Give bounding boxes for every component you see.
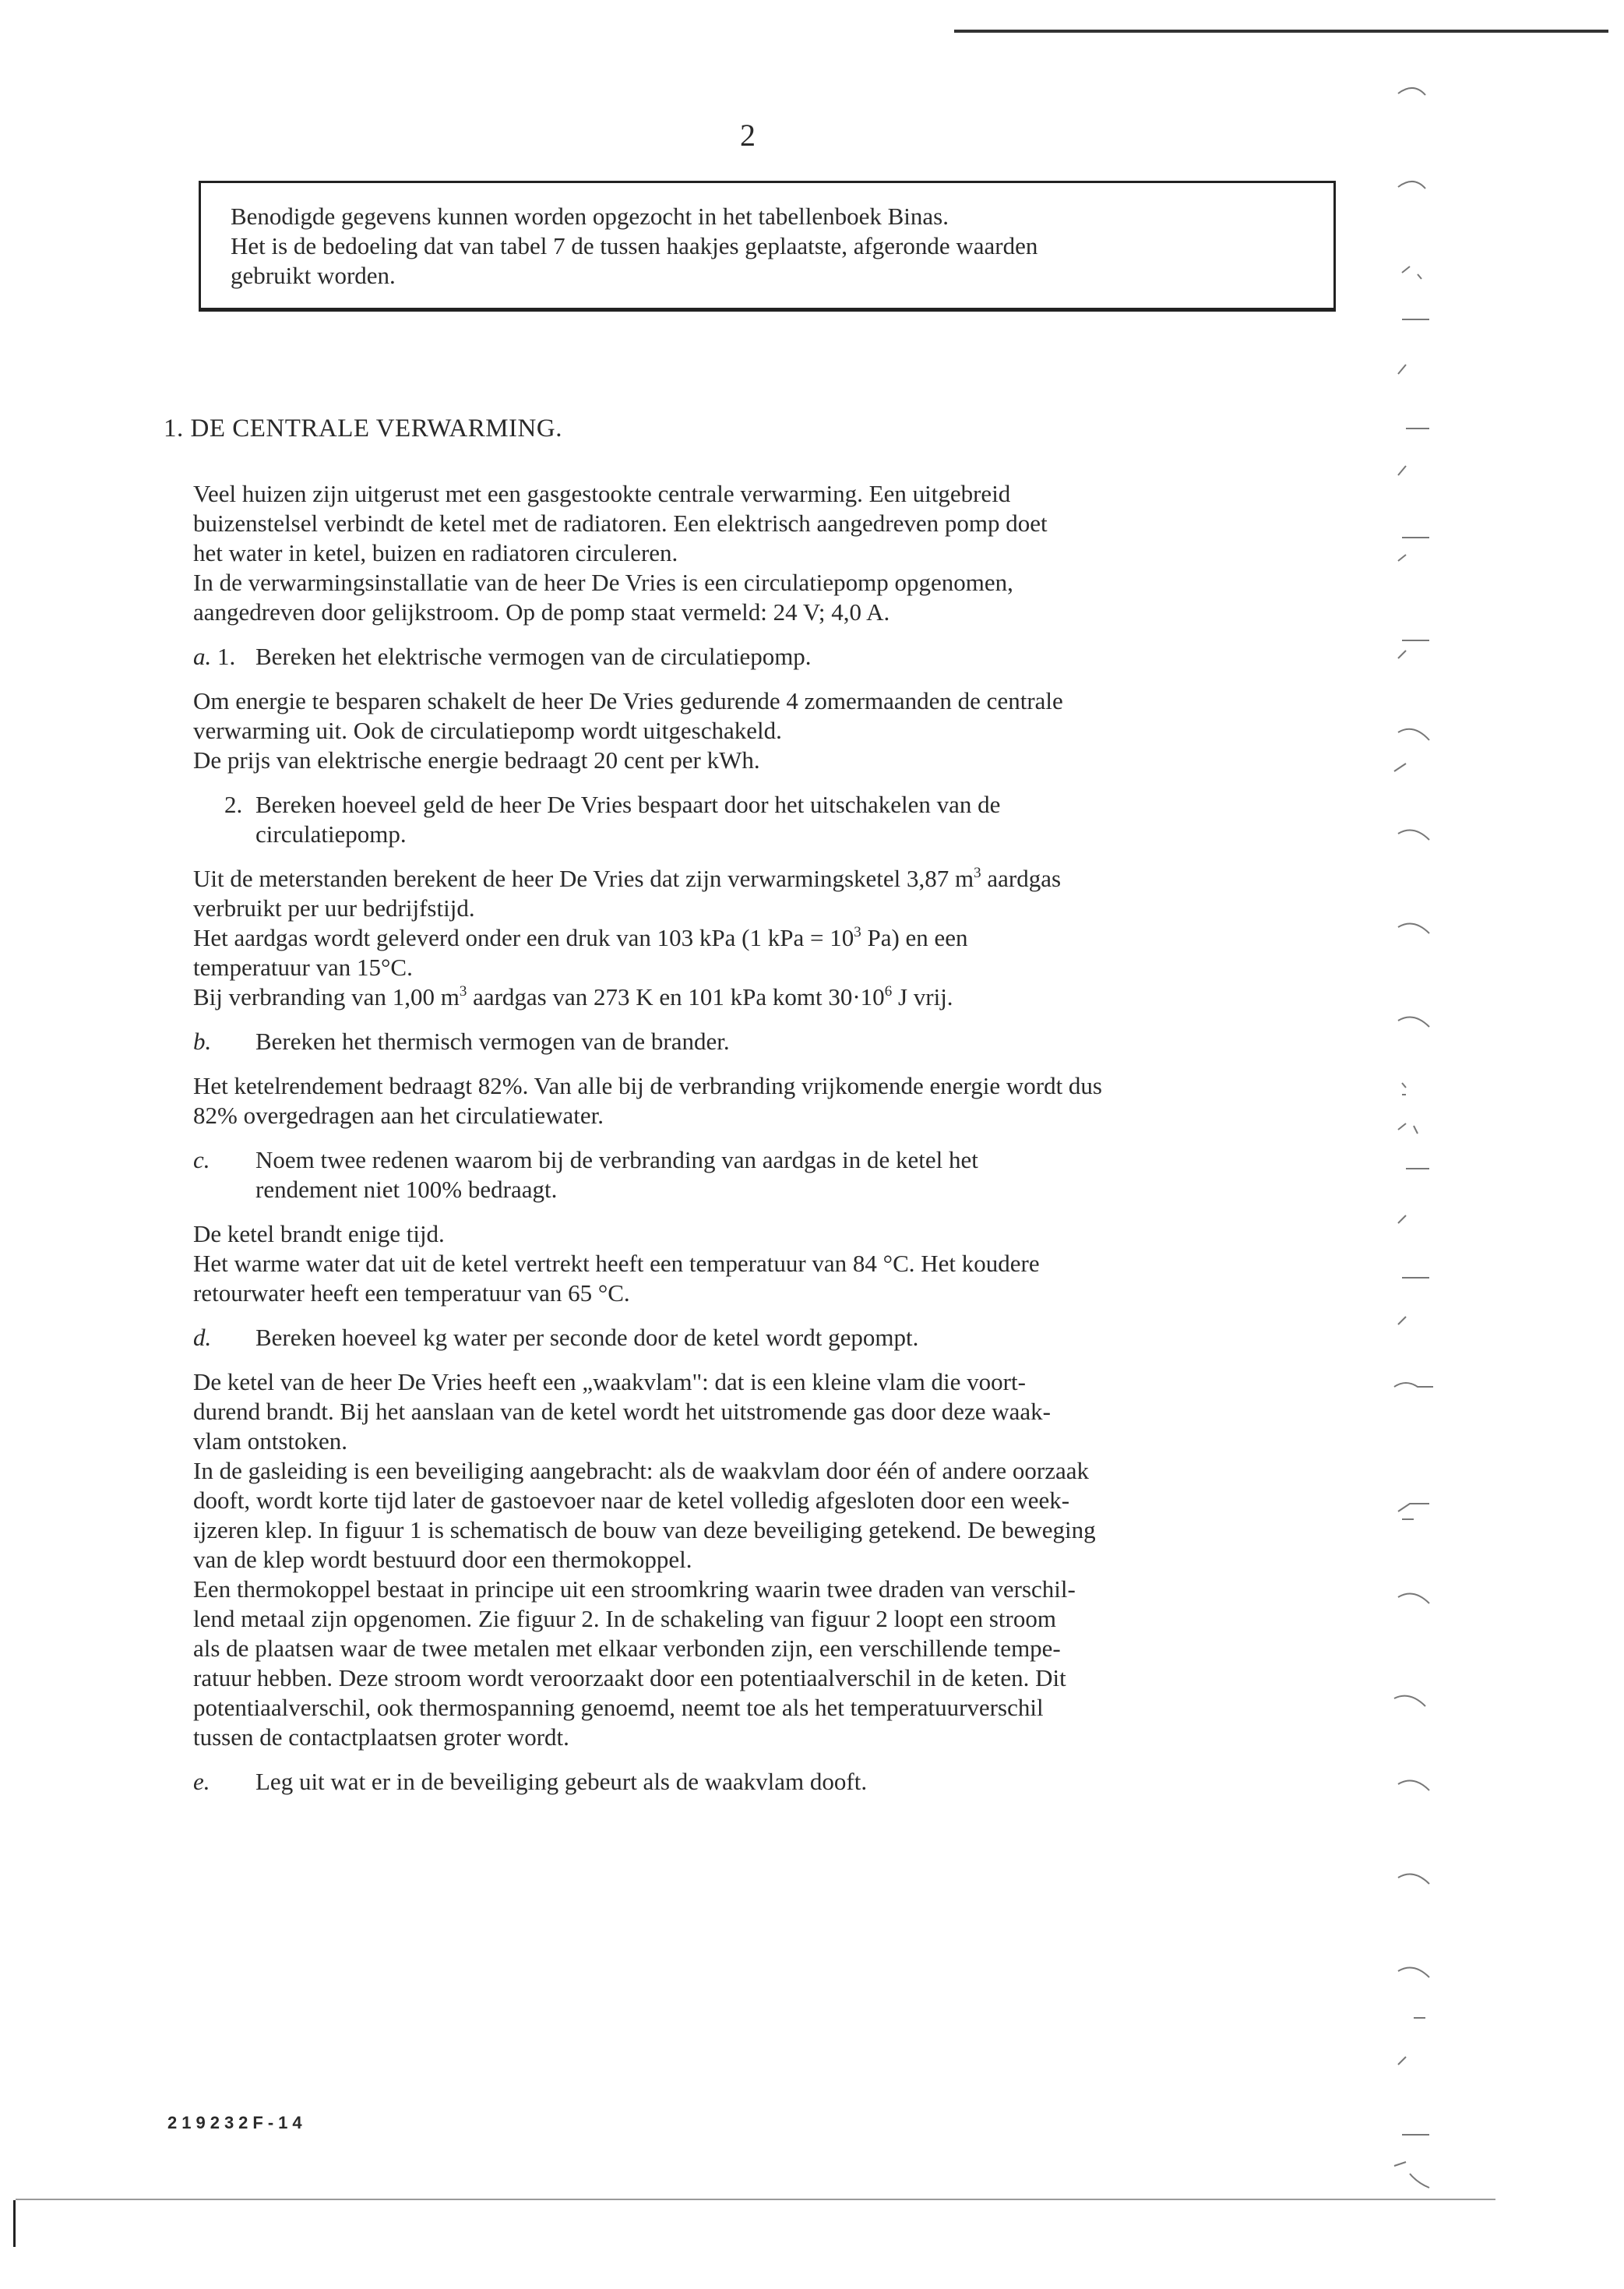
section-number: 1. [164, 414, 184, 443]
text-line: ratuur hebben. Deze stroom wordt veroorzaakt door een potentiaalverschil in de keten. Dit [193, 1664, 1066, 1691]
question-d [193, 1323, 1362, 1353]
text-line: het water in ketel, buizen en radiatoren circuleren. [193, 539, 678, 566]
text-line: Bereken hoeveel geld de heer De Vries bespaart door het uitschakelen van de [255, 791, 1001, 818]
text-line: vlam ontstoken. [193, 1427, 348, 1455]
superscript: 6 [884, 983, 893, 1000]
question-text: Bereken het elektrische vermogen van de circulatiepomp. [255, 643, 812, 670]
top-rule [954, 30, 1608, 33]
question-text: Leg uit wat er in de beveiliging gebeurt als de waakvlam dooft. [255, 1768, 868, 1795]
intro-paragraph [193, 479, 1362, 627]
question-b [193, 1027, 1362, 1056]
footer-code: 219232F-14 [167, 2113, 307, 2132]
text-line: durend brandt. Bij het aanslaan van de ketel wordt het uitstromende gas door deze waak- [193, 1398, 1051, 1425]
question-text: Bereken het thermisch vermogen van de brander. [255, 1028, 730, 1055]
burn-paragraph [193, 1219, 1362, 1308]
question-text [255, 1145, 1362, 1204]
instructions-line: Benodigde gegevens kunnen worden opgezocht in het tabellenboek Binas. [231, 203, 949, 230]
instructions-line: Het is de bedoeling dat van tabel 7 de tussen haakjes geplaatste, afgeronde waarden [231, 232, 1038, 259]
question-subnumber: 2. [224, 791, 243, 818]
text-line: circulatiepomp. [255, 820, 407, 848]
text-line: tussen de contactplaatsen groter wordt. [193, 1723, 569, 1751]
superscript: 3 [974, 865, 981, 881]
question-letter: e. [193, 1768, 210, 1795]
superscript: 3 [459, 983, 467, 1000]
efficiency-paragraph [193, 1071, 1362, 1130]
text-line: aangedreven door gelijkstroom. Op de pomp staat vermeld: 24 V; 4,0 A. [193, 598, 890, 626]
question-e [193, 1767, 1362, 1797]
text-line: De ketel van de heer De Vries heeft een „waakvlam": dat is een kleine vlam die voort- [193, 1368, 1026, 1395]
text-line: verbruikt per uur bedrijfstijd. [193, 894, 475, 922]
text-line: Een thermokoppel bestaat in principe uit een stroomkring waarin twee draden van verschil- [193, 1575, 1076, 1603]
binding-margin-marks [1386, 70, 1472, 2189]
pilot-flame-paragraph [193, 1367, 1362, 1752]
question-text [255, 790, 1362, 849]
text-line: ijzeren klep. In figuur 1 is schematisch de bouw van deze beveiliging getekend. De beweging [193, 1516, 1096, 1543]
exam-body [193, 479, 1362, 1811]
text-line: lend metaal zijn opgenomen. Zie figuur 2. In de schakeling van figuur 2 loopt een stroom [193, 1605, 1056, 1632]
text-line: Veel huizen zijn uitgerust met een gasgestookte centrale verwarming. Een uitgebreid [193, 480, 1011, 507]
question-letter: a. [193, 643, 212, 670]
question-c [193, 1145, 1362, 1204]
text-line: 82% overgedragen aan het circulatiewater. [193, 1102, 604, 1129]
question-a1 [193, 642, 1362, 672]
question-a2 [224, 790, 1362, 849]
section-heading [164, 414, 562, 443]
text-line: rendement niet 100% bedraagt. [255, 1176, 558, 1203]
question-letter: b. [193, 1028, 212, 1055]
text-line: Om energie te besparen schakelt de heer De Vries gedurende 4 zomermaanden de centrale [193, 687, 1063, 714]
bottom-rule [16, 2199, 1495, 2200]
text-line: temperatuur van 15°C. [193, 954, 413, 981]
question-text: Bereken hoeveel kg water per seconde door de ketel wordt gepompt. [255, 1324, 919, 1351]
question-letter: c. [193, 1146, 210, 1173]
text-line: Pa) en een [861, 924, 968, 951]
crop-mark [13, 2200, 16, 2247]
instructions-line: gebruikt worden. [231, 262, 396, 289]
text-line: De prijs van elektrische energie bedraagt 20 cent per kWh. [193, 746, 760, 774]
text-line: dooft, wordt korte tijd later de gastoevoer naar de ketel volledig afgesloten door een week- [193, 1487, 1070, 1514]
text-line: buizenstelsel verbindt de ketel met de radiatoren. Een elektrisch aangedreven pomp doet [193, 510, 1048, 537]
text-line: van de klep wordt bestuurd door een thermokoppel. [193, 1546, 692, 1573]
text-line: retourwater heeft een temperatuur van 65 °C. [193, 1279, 630, 1307]
text-line: aardgas [981, 865, 1062, 892]
text-line: potentiaalverschil, ook thermospanning genoemd, neemt toe als het temperatuurverschil [193, 1694, 1044, 1721]
instructions-box [199, 181, 1336, 312]
question-subnumber: 1. [217, 643, 236, 670]
superscript: 3 [854, 924, 861, 940]
question-label [193, 642, 255, 672]
text-line: Het ketelrendement bedraagt 82%. Van alle bij de verbranding vrijkomende energie wordt dus [193, 1072, 1102, 1099]
text-line: Noem twee redenen waarom bij de verbranding van aardgas in de ketel het [255, 1146, 978, 1173]
text-line: In de verwarmingsinstallatie van de heer De Vries is een circulatiepomp opgenomen, [193, 569, 1013, 596]
text-line: Het warme water dat uit de ketel vertrekt heeft een temperatuur van 84 °C. Het koudere [193, 1250, 1040, 1277]
text-line: Uit de meterstanden berekent de heer De Vries dat zijn verwarmingsketel 3,87 m [193, 865, 974, 892]
text-line: aardgas van 273 K en 101 kPa komt 30·10 [467, 983, 885, 1010]
text-line: als de plaatsen waar de twee metalen met elkaar verbonden zijn, een verschillende tempe- [193, 1635, 1061, 1662]
text-line: verwarming uit. Ook de circulatiepomp wordt uitgeschakeld. [193, 717, 782, 744]
text-line: J vrij. [892, 983, 953, 1010]
text-line: Bij verbranding van 1,00 m [193, 983, 460, 1010]
text-line: Het aardgas wordt geleverd onder een druk van 103 kPa (1 kPa = 10 [193, 924, 854, 951]
text-line: In de gasleiding is een beveiliging aangebracht: als de waakvlam door één of andere oorzaak [193, 1457, 1089, 1484]
text-line: De ketel brandt enige tijd. [193, 1220, 445, 1247]
section-title: DE CENTRALE VERWARMING. [190, 414, 562, 443]
gas-paragraph [193, 864, 1362, 1012]
page-number: 2 [740, 118, 756, 153]
question-letter: d. [193, 1324, 212, 1351]
energy-paragraph [193, 686, 1362, 775]
